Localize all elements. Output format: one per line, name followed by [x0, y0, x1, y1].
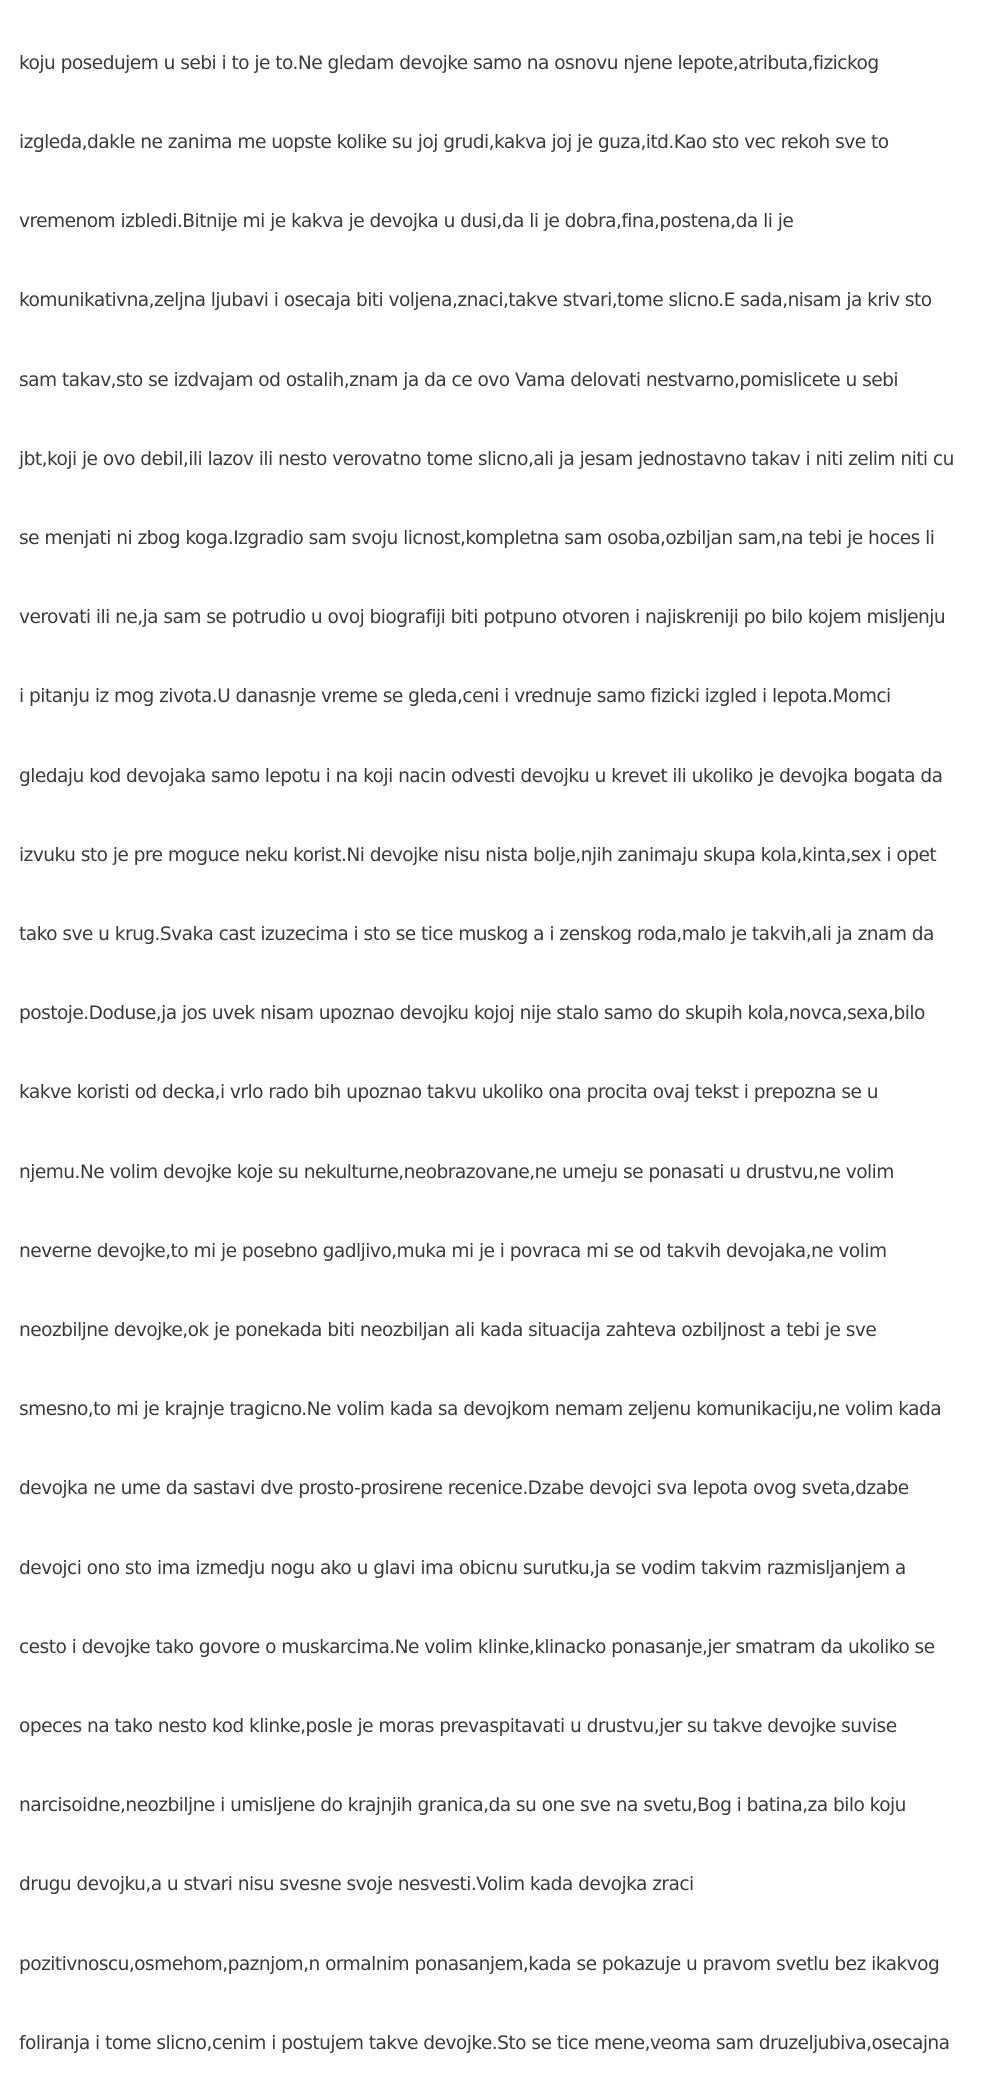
- text-line: verovati ili ne,ja sam se potrudio u ovoj biografiji biti potpuno otvoren i najiskreniji po bilo kojem misljenju: [19, 607, 946, 629]
- text-line: sam takav,sto se izdvajam od ostalih,znam ja da ce ovo Vama delovati nestvarno,pomislicete u sebi: [19, 369, 899, 391]
- text-line: devojci ono sto ima izmedju nogu ako u glavi ima obicnu surutku,ja se vodim takvim razmisljanjem a: [19, 1557, 906, 1579]
- text-line: devojka ne ume da sastavi dve prosto-prosirene recenice.Dzabe devojci sva lepota ovog sveta,dzabe: [19, 1478, 909, 1500]
- text-line: smesno,to mi je krajnje tragicno.Ne volim kada sa devojkom nemam zeljenu komunikaciju,ne volim kada: [19, 1399, 942, 1421]
- text-line: koju posedujem u sebi i to je to.Ne gledam devojke samo na osnovu njene lepote,atributa,fizickog: [19, 52, 879, 74]
- text-line: pozitivnoscu,osmehom,paznjom,n ormalnim ponasanjem,kada se pokazuje u pravom svetlu bez ikakvog: [19, 1953, 940, 1975]
- text-line: jbt,koji je ovo debil,ili lazov ili nesto verovatno tome slicno,ali ja jesam jednostavno takav i niti zelim niti cu: [19, 448, 954, 470]
- text-line: narcisoidne,neozbiljne i umisljene do krajnjih granica,da su one sve na svetu,Bog i batina,za bilo koju: [19, 1795, 906, 1817]
- text-line: neverne devojke,to mi je posebno gadljivo,muka mi je i povraca mi se od takvih devojaka,ne volim: [19, 1240, 887, 1262]
- text-line: postoje.Doduse,ja jos uvek nisam upoznao devojku kojoj nije stalo samo do skupih kola,novca,sexa,bilo: [19, 1003, 925, 1025]
- text-line: foliranja i tome slicno,cenim i postujem takve devojke.Sto se tice mene,veoma sam druzeljubiva,osecajna: [19, 2032, 950, 2054]
- post-text-body: [19, 0, 994, 2084]
- text-line: izvuku sto je pre moguce neku korist.Ni devojke nisu nista bolje,njih zanimaju skupa kola,kinta,sex i opet: [19, 844, 937, 866]
- text-line: i pitanju iz mog zivota.U danasnje vreme se gleda,ceni i vrednuje samo fizicki izgled i lepota.Momci: [19, 686, 891, 708]
- text-line: drugu devojku,a u stvari nisu svesne svoje nesvesti.Volim kada devojka zraci: [19, 1874, 694, 1896]
- text-line: kakve koristi od decka,i vrlo rado bih upoznao takvu ukoliko ona procita ovaj tekst i prepozna se u: [19, 1082, 878, 1104]
- text-line: neozbiljne devojke,ok je ponekada biti neozbiljan ali kada situacija zahteva ozbiljnost a tebi je sve: [19, 1320, 877, 1342]
- text-line: gledaju kod devojaka samo lepotu i na koji nacin odvesti devojku u krevet ili ukoliko je devojka bogata da: [19, 765, 943, 787]
- text-line: opeces na tako nesto kod klinke,posle je moras prevaspitavati u drustvu,jer su takve devojke suvise: [19, 1716, 897, 1738]
- text-line: se menjati ni zbog koga.Izgradio sam svoju licnost,kompletna sam osoba,ozbiljan sam,na tebi je hoces li: [19, 528, 935, 550]
- text-line: tako sve u krug.Svaka cast izuzecima i sto se tice muskog a i zenskog roda,malo je takvih,ali ja znam da: [19, 924, 934, 946]
- text-line: cesto i devojke tako govore o muskarcima.Ne volim klinke,klinacko ponasanje,jer smatram da ukoliko se: [19, 1636, 935, 1658]
- text-line: vremenom izbledi.Bitnije mi je kakva je devojka u dusi,da li je dobra,fina,postena,da li je: [19, 211, 794, 233]
- text-line: izgleda,dakle ne zanima me uopste kolike su joj grudi,kakva joj je guza,itd.Kao sto vec rekoh sve to: [19, 132, 889, 154]
- text-line: komunikativna,zeljna ljubavi i osecaja biti voljena,znaci,takve stvari,tome slicno.E sada,nisam ja kriv sto: [19, 290, 932, 312]
- text-line: njemu.Ne volim devojke koje su nekulturne,neobrazovane,ne umeju se ponasati u drustvu,ne volim: [19, 1161, 894, 1183]
